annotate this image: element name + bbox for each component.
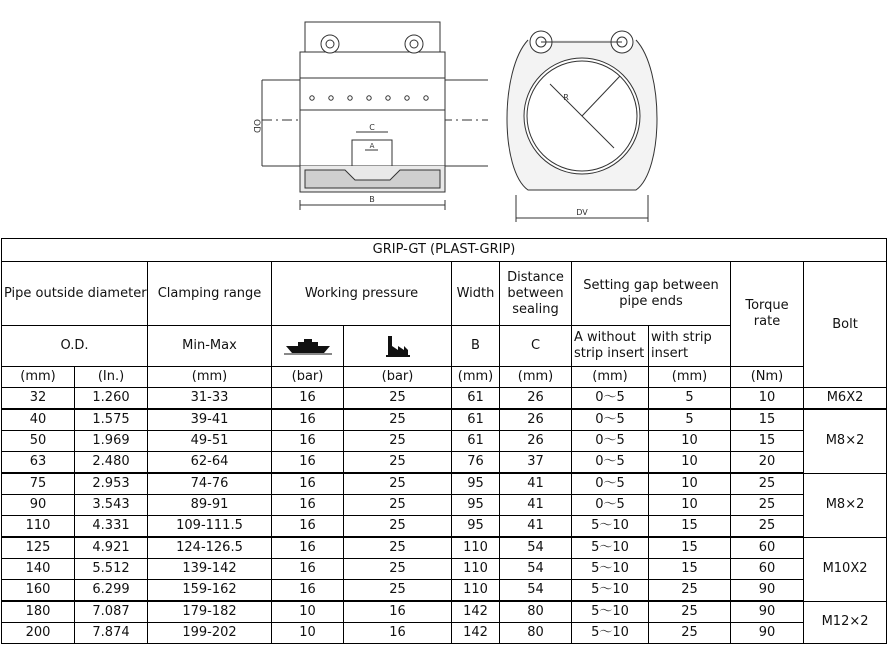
cell: 10 xyxy=(649,495,731,516)
cell: 10 xyxy=(731,388,804,410)
cell: 89-91 xyxy=(148,495,272,516)
cell: 16 xyxy=(272,537,344,559)
bolt-cell: M12×2 xyxy=(804,601,887,644)
cell: 25 xyxy=(344,559,452,580)
cell: 41 xyxy=(500,473,572,495)
cell: 110 xyxy=(452,580,500,602)
header-width: Width xyxy=(452,262,500,326)
table-row xyxy=(2,495,887,516)
table-row xyxy=(2,537,887,559)
cell: 2.480 xyxy=(75,452,148,474)
cell: 5～10 xyxy=(572,623,649,644)
cell: 16 xyxy=(344,623,452,644)
end-view-drawing xyxy=(507,31,657,222)
cell: 5 xyxy=(649,409,731,431)
cell: 25 xyxy=(731,495,804,516)
header-b: B xyxy=(452,326,500,367)
header-min-max: Min-Max xyxy=(148,326,272,367)
cell: 54 xyxy=(500,580,572,602)
cell: 32 xyxy=(2,388,75,410)
cell: 5.512 xyxy=(75,559,148,580)
cell: 0～5 xyxy=(572,473,649,495)
cell: 179-182 xyxy=(148,601,272,623)
cell: 16 xyxy=(272,473,344,495)
unit-cell: (mm) xyxy=(572,367,649,388)
header-setting-gap: Setting gap between pipe ends xyxy=(572,262,731,326)
bolt-cell: M10X2 xyxy=(804,537,887,601)
table-row xyxy=(2,409,887,431)
cell: 10 xyxy=(649,452,731,474)
cell: 20 xyxy=(731,452,804,474)
unit-cell: (bar) xyxy=(272,367,344,388)
cell: 6.299 xyxy=(75,580,148,602)
table-row xyxy=(2,388,887,410)
unit-cell: (mm) xyxy=(649,367,731,388)
cell: 16 xyxy=(272,431,344,452)
cell: 5 xyxy=(649,388,731,410)
cell: 26 xyxy=(500,431,572,452)
cell: 80 xyxy=(500,623,572,644)
cell: 75 xyxy=(2,473,75,495)
ship-icon xyxy=(284,336,332,356)
unit-cell: (bar) xyxy=(344,367,452,388)
cell: 16 xyxy=(272,452,344,474)
b-dimension-label: B xyxy=(369,195,375,204)
cell: 5～10 xyxy=(572,580,649,602)
cell: 25 xyxy=(649,580,731,602)
cell: 90 xyxy=(731,601,804,623)
cell: 25 xyxy=(344,409,452,431)
cell: 200 xyxy=(2,623,75,644)
cell: 7.087 xyxy=(75,601,148,623)
cell: 1.575 xyxy=(75,409,148,431)
cell: 16 xyxy=(272,388,344,410)
factory-icon xyxy=(386,334,410,358)
cell: 80 xyxy=(500,601,572,623)
cell: 39-41 xyxy=(148,409,272,431)
header-with-strip: with strip insert xyxy=(649,326,731,367)
cell: 15 xyxy=(649,516,731,538)
header-a-without-strip: A without strip insert xyxy=(572,326,649,367)
unit-cell: (mm) xyxy=(452,367,500,388)
header-od-abbr: O.D. xyxy=(2,326,148,367)
cell: 10 xyxy=(272,601,344,623)
cell: 10 xyxy=(272,623,344,644)
cell: 25 xyxy=(649,623,731,644)
cell: 95 xyxy=(452,516,500,538)
cell: 60 xyxy=(731,559,804,580)
table-title: GRIP-GT (PLAST-GRIP) xyxy=(2,239,887,262)
cell: 142 xyxy=(452,623,500,644)
cell: 61 xyxy=(452,388,500,410)
unit-cell: (mm) xyxy=(2,367,75,388)
cell: 10 xyxy=(649,473,731,495)
cell: 142 xyxy=(452,601,500,623)
cell: 1.260 xyxy=(75,388,148,410)
cell: 61 xyxy=(452,431,500,452)
cell: 0～5 xyxy=(572,388,649,410)
cell: 25 xyxy=(344,537,452,559)
table-row xyxy=(2,559,887,580)
cell: 125 xyxy=(2,537,75,559)
cell: 15 xyxy=(649,537,731,559)
cell: 25 xyxy=(344,473,452,495)
cell: 139-142 xyxy=(148,559,272,580)
header-clamping-range: Clamping range xyxy=(148,262,272,326)
cell: 0～5 xyxy=(572,431,649,452)
header-c: C xyxy=(500,326,572,367)
table-row xyxy=(2,452,887,474)
cell: 54 xyxy=(500,537,572,559)
cell: 110 xyxy=(452,559,500,580)
cell: 25 xyxy=(344,452,452,474)
cell: 54 xyxy=(500,559,572,580)
units-row xyxy=(2,367,887,388)
unit-cell: (mm) xyxy=(148,367,272,388)
cell: 160 xyxy=(2,580,75,602)
cell: 10 xyxy=(649,431,731,452)
header-bolt: Bolt xyxy=(804,262,887,388)
cell: 16 xyxy=(272,559,344,580)
cell: 4.921 xyxy=(75,537,148,559)
od-dimension-label: OD xyxy=(251,118,261,134)
bolt-cell: M8×2 xyxy=(804,409,887,473)
cell: 124-126.5 xyxy=(148,537,272,559)
table-row xyxy=(2,601,887,623)
cell: 49-51 xyxy=(148,431,272,452)
cell: 25 xyxy=(344,495,452,516)
cell: 109-111.5 xyxy=(148,516,272,538)
cell: 159-162 xyxy=(148,580,272,602)
c-dimension-label: C xyxy=(369,123,375,132)
unit-cell: (mm) xyxy=(500,367,572,388)
cell: 62-64 xyxy=(148,452,272,474)
cell: 16 xyxy=(272,409,344,431)
cell: 25 xyxy=(649,601,731,623)
cell: 3.543 xyxy=(75,495,148,516)
ship-icon-cell xyxy=(272,326,344,367)
cell: 26 xyxy=(500,388,572,410)
side-view-drawing xyxy=(262,22,488,210)
cell: 5～10 xyxy=(572,559,649,580)
header-working-pressure: Working pressure xyxy=(272,262,452,326)
cell: 5～10 xyxy=(572,537,649,559)
cell: 25 xyxy=(731,516,804,538)
cell: 60 xyxy=(731,537,804,559)
cell: 0～5 xyxy=(572,452,649,474)
dv-dimension-label: DV xyxy=(576,208,588,217)
unit-cell: (In.) xyxy=(75,367,148,388)
cell: 1.969 xyxy=(75,431,148,452)
cell: 25 xyxy=(344,431,452,452)
factory-icon-cell xyxy=(344,326,452,367)
cell: 199-202 xyxy=(148,623,272,644)
table-row xyxy=(2,580,887,602)
cell: 41 xyxy=(500,495,572,516)
technical-drawing xyxy=(0,0,888,236)
cell: 50 xyxy=(2,431,75,452)
cell: 110 xyxy=(452,537,500,559)
spec-table xyxy=(1,238,887,644)
cell: 16 xyxy=(272,516,344,538)
cell: 90 xyxy=(731,623,804,644)
header-pipe-od: Pipe outside diameter xyxy=(2,262,148,326)
header-torque-rate: Torque rate xyxy=(731,262,804,367)
unit-cell: (Nm) xyxy=(731,367,804,388)
cell: 41 xyxy=(500,516,572,538)
cell: 110 xyxy=(2,516,75,538)
bolt-cell: M8×2 xyxy=(804,473,887,537)
cell: 5～10 xyxy=(572,601,649,623)
cell: 63 xyxy=(2,452,75,474)
cell: 31-33 xyxy=(148,388,272,410)
cell: 5～10 xyxy=(572,516,649,538)
cell: 2.953 xyxy=(75,473,148,495)
cell: 37 xyxy=(500,452,572,474)
table-row xyxy=(2,516,887,538)
cell: 25 xyxy=(344,580,452,602)
cell: 7.874 xyxy=(75,623,148,644)
cell: 15 xyxy=(731,431,804,452)
table-row xyxy=(2,473,887,495)
cell: 90 xyxy=(2,495,75,516)
cell: 74-76 xyxy=(148,473,272,495)
a-dimension-label: A xyxy=(369,142,375,150)
r-label: R xyxy=(563,93,569,102)
cell: 95 xyxy=(452,495,500,516)
cell: 16 xyxy=(272,495,344,516)
cell: 95 xyxy=(452,473,500,495)
bolt-cell: M6X2 xyxy=(804,388,887,410)
cell: 0～5 xyxy=(572,409,649,431)
cell: 15 xyxy=(649,559,731,580)
cell: 180 xyxy=(2,601,75,623)
header-distance-sealing: Distance between sealing xyxy=(500,262,572,326)
cell: 90 xyxy=(731,580,804,602)
table-row xyxy=(2,431,887,452)
cell: 76 xyxy=(452,452,500,474)
cell: 4.331 xyxy=(75,516,148,538)
cell: 25 xyxy=(344,516,452,538)
cell: 40 xyxy=(2,409,75,431)
cell: 16 xyxy=(272,580,344,602)
cell: 25 xyxy=(344,388,452,410)
cell: 140 xyxy=(2,559,75,580)
cell: 15 xyxy=(731,409,804,431)
cell: 61 xyxy=(452,409,500,431)
table-row xyxy=(2,623,887,644)
cell: 16 xyxy=(344,601,452,623)
cell: 26 xyxy=(500,409,572,431)
cell: 0～5 xyxy=(572,495,649,516)
cell: 25 xyxy=(731,473,804,495)
